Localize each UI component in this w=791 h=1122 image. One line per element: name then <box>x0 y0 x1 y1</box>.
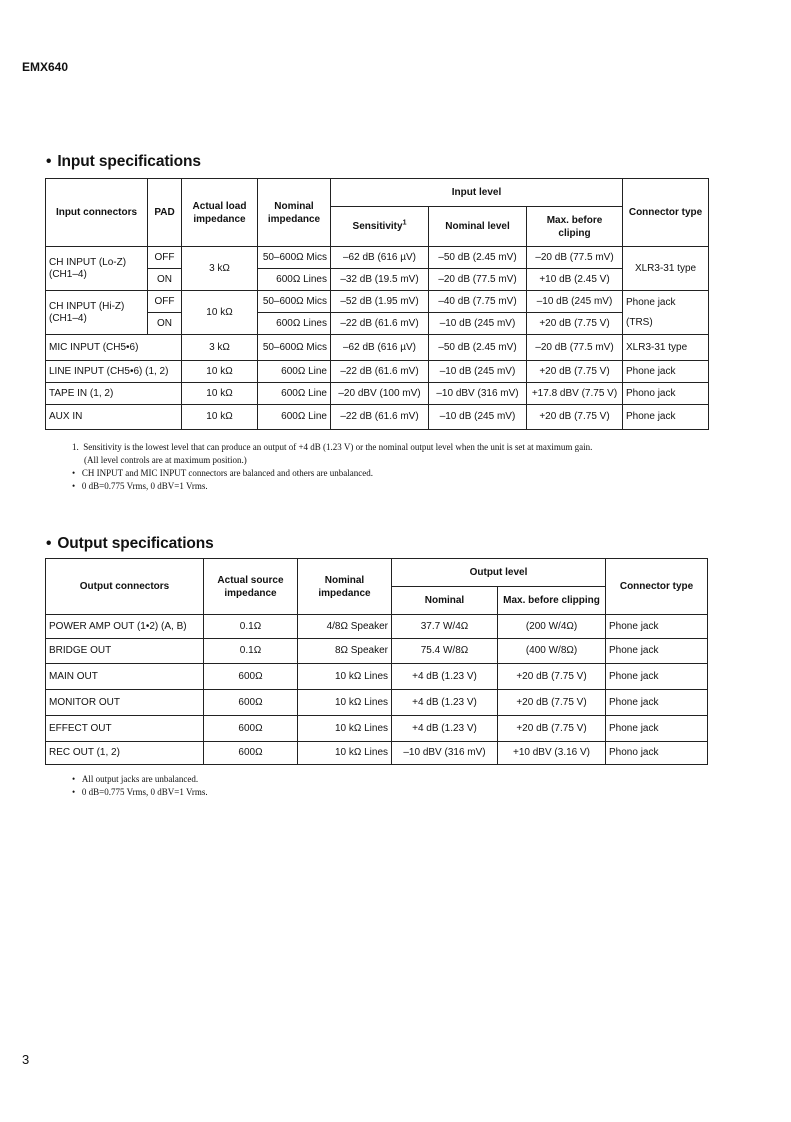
conn-cell: Phone jack <box>606 664 708 690</box>
imp-cell: 10 kΩ Lines <box>298 690 392 716</box>
max-cell: –20 dB (77.5 mV) <box>527 247 623 269</box>
load-cell: 10 kΩ <box>182 361 258 383</box>
max-cell: +20 dB (7.75 V) <box>498 716 606 742</box>
input-section-title <box>46 153 201 171</box>
row-name: TAPE IN (1, 2) <box>46 383 182 405</box>
nom-cell: –40 dB (7.75 mV) <box>429 291 527 313</box>
pad-cell: ON <box>148 313 182 335</box>
nom-cell: +4 dB (1.23 V) <box>392 690 498 716</box>
src-cell: 600Ω <box>204 742 298 765</box>
table-row <box>46 405 709 430</box>
row-name-line1: CH INPUT (Hi-Z) <box>49 300 125 312</box>
conn-cell: Phone jack <box>606 615 708 639</box>
load-cell: 10 kΩ <box>182 383 258 405</box>
output-col-source: Actual source impedance <box>204 559 298 615</box>
pad-cell: OFF <box>148 291 182 313</box>
note-bullet: • 0 dB=0.775 Vrms, 0 dBV=1 Vrms. <box>72 787 208 797</box>
src-cell: 600Ω <box>204 716 298 742</box>
table-row <box>46 361 709 383</box>
imp-cell: 600Ω Line <box>258 383 331 405</box>
input-spec-table <box>45 178 709 430</box>
nom-cell: –50 dB (2.45 mV) <box>429 247 527 269</box>
input-col-input-level: Input level <box>331 179 623 207</box>
src-cell: 0.1Ω <box>204 639 298 664</box>
output-col-output-level: Output level <box>392 559 606 587</box>
note-text: 0 dB=0.775 Vrms, 0 dBV=1 Vrms. <box>81 787 208 797</box>
row-name: LINE INPUT (CH5•6) (1, 2) <box>46 361 182 383</box>
conn-cell: Phone jack <box>606 690 708 716</box>
max-cell: –20 dB (77.5 mV) <box>527 335 623 361</box>
row-name-line2: (CH1–4) <box>49 312 87 324</box>
output-notes <box>72 773 208 799</box>
page-number: 3 <box>22 1052 30 1067</box>
nom-cell: –10 dB (245 mV) <box>429 405 527 430</box>
pad-cell: OFF <box>148 247 182 269</box>
input-col-max-before: Max. before cliping <box>527 207 623 247</box>
row-name: MIC INPUT (CH5•6) <box>46 335 182 361</box>
load-cell: 3 kΩ <box>182 247 258 291</box>
footnote-text-line2: (All level controls are at maximum position.) <box>84 455 247 465</box>
imp-cell: 10 kΩ Lines <box>298 716 392 742</box>
row-name: EFFECT OUT <box>46 716 204 742</box>
row-name: MONITOR OUT <box>46 690 204 716</box>
imp-cell: 50–600Ω Mics <box>258 291 331 313</box>
max-cell: –10 dB (245 mV) <box>527 291 623 313</box>
conn-cell: Phone jack <box>606 639 708 664</box>
conn-line2: (TRS) <box>626 316 653 328</box>
output-col-nominal: Nominal <box>392 587 498 615</box>
output-spec-table <box>45 558 708 765</box>
conn-cell: Phone jack <box>623 361 709 383</box>
nom-cell: –10 dB (245 mV) <box>429 361 527 383</box>
imp-cell: 600Ω Lines <box>258 313 331 335</box>
input-col-pad: PAD <box>148 179 182 247</box>
row-name: AUX IN <box>46 405 182 430</box>
imp-cell: 50–600Ω Mics <box>258 247 331 269</box>
table-row <box>46 742 708 765</box>
row-name: REC OUT (1, 2) <box>46 742 204 765</box>
footnote-1 <box>72 441 592 454</box>
max-cell: +20 dB (7.75 V) <box>498 664 606 690</box>
imp-cell: 8Ω Speaker <box>298 639 392 664</box>
sens-cell: –32 dB (19.5 mV) <box>331 269 429 291</box>
load-cell: 10 kΩ <box>182 291 258 335</box>
note-bullet: • 0 dB=0.775 Vrms, 0 dBV=1 Vrms. <box>72 481 208 491</box>
input-col-nominal-imp: Nominal impedance <box>258 179 331 247</box>
nom-cell: –10 dBV (316 mV) <box>429 383 527 405</box>
sens-cell: –22 dB (61.6 mV) <box>331 405 429 430</box>
footnote-text: Sensitivity is the lowest level that can produce an output of +4 dB (1.23 V) or the nominal output level when the unit is set at maximum gain. <box>83 442 593 452</box>
output-col-connector-type: Connector type <box>606 559 708 615</box>
output-col-nominal-imp: Nominal impedance <box>298 559 392 615</box>
sens-cell: –20 dBV (100 mV) <box>331 383 429 405</box>
table-row <box>46 664 708 690</box>
nom-cell: 37.7 W/4Ω <box>392 615 498 639</box>
imp-cell: 4/8Ω Speaker <box>298 615 392 639</box>
table-row <box>46 247 709 269</box>
input-col-load: Actual load impedance <box>182 179 258 247</box>
nom-cell: +4 dB (1.23 V) <box>392 716 498 742</box>
input-notes <box>72 441 592 493</box>
footnote-marker: 1. <box>72 442 79 452</box>
conn-cell: XLR3-31 type <box>623 247 709 291</box>
max-cell: +10 dB (2.45 V) <box>527 269 623 291</box>
row-name: BRIDGE OUT <box>46 639 204 664</box>
output-col-connectors: Output connectors <box>46 559 204 615</box>
input-col-connectors: Input connectors <box>46 179 148 247</box>
sens-cell: –62 dB (616 µV) <box>331 247 429 269</box>
imp-cell: 10 kΩ Lines <box>298 742 392 765</box>
table-row <box>46 716 708 742</box>
conn-cell: Phono jack <box>623 383 709 405</box>
input-col-nominal-level: Nominal level <box>429 207 527 247</box>
conn-cell: Phone jack <box>606 716 708 742</box>
table-row <box>46 291 709 313</box>
max-cell: +20 dB (7.75 V) <box>527 405 623 430</box>
load-cell: 3 kΩ <box>182 335 258 361</box>
row-name: POWER AMP OUT (1•2) (A, B) <box>46 615 204 639</box>
src-cell: 600Ω <box>204 664 298 690</box>
table-row <box>46 690 708 716</box>
output-title-text: Output specifications <box>57 535 214 552</box>
max-cell: (400 W/8Ω) <box>498 639 606 664</box>
conn-cell: XLR3-31 type <box>623 335 709 361</box>
max-cell: +17.8 dBV (7.75 V) <box>527 383 623 405</box>
row-name-line1: CH INPUT (Lo-Z) <box>49 256 127 268</box>
nom-cell: –10 dBV (316 mV) <box>392 742 498 765</box>
conn-line1: Phone jack <box>626 296 676 308</box>
nom-cell: +4 dB (1.23 V) <box>392 664 498 690</box>
nom-cell: –20 dB (77.5 mV) <box>429 269 527 291</box>
imp-cell: 50–600Ω Mics <box>258 335 331 361</box>
conn-cell: Phone jack <box>623 405 709 430</box>
input-col-sensitivity <box>331 207 429 247</box>
sensitivity-label: Sensitivity <box>352 221 403 232</box>
load-cell: 10 kΩ <box>182 405 258 430</box>
sens-cell: –62 dB (616 µV) <box>331 335 429 361</box>
nom-cell: 75.4 W/8Ω <box>392 639 498 664</box>
model-name: EMX640 <box>22 60 69 74</box>
note-bullet: • CH INPUT and MIC INPUT connectors are balanced and others are unbalanced. <box>72 468 373 478</box>
table-row <box>46 383 709 405</box>
row-name: MAIN OUT <box>46 664 204 690</box>
row-name <box>46 291 148 335</box>
imp-cell: 600Ω Line <box>258 361 331 383</box>
sens-cell: –22 dB (61.6 mV) <box>331 361 429 383</box>
sens-cell: –22 dB (61.6 mV) <box>331 313 429 335</box>
note-text: All output jacks are unbalanced. <box>81 774 199 784</box>
note-bullet: • All output jacks are unbalanced. <box>72 774 199 784</box>
nom-cell: –10 dB (245 mV) <box>429 313 527 335</box>
max-cell: +20 dB (7.75 V) <box>527 361 623 383</box>
input-title-text: Input specifications <box>57 153 201 170</box>
max-cell: +10 dBV (3.16 V) <box>498 742 606 765</box>
imp-cell: 600Ω Line <box>258 405 331 430</box>
imp-cell: 600Ω Lines <box>258 269 331 291</box>
input-col-connector-type: Connector type <box>623 179 709 247</box>
conn-cell: Phono jack <box>606 742 708 765</box>
table-row <box>46 615 708 639</box>
output-col-max-before: Max. before clipping <box>498 587 606 615</box>
bullet-icon: • <box>46 535 52 552</box>
table-row <box>46 639 708 664</box>
src-cell: 600Ω <box>204 690 298 716</box>
note-text: 0 dB=0.775 Vrms, 0 dBV=1 Vrms. <box>81 481 208 491</box>
row-name <box>46 247 148 291</box>
table-row <box>46 335 709 361</box>
output-section-title <box>46 535 214 553</box>
imp-cell: 10 kΩ Lines <box>298 664 392 690</box>
max-cell: +20 dB (7.75 V) <box>527 313 623 335</box>
conn-cell <box>623 291 709 335</box>
note-text: CH INPUT and MIC INPUT connectors are balanced and others are unbalanced. <box>81 468 373 478</box>
src-cell: 0.1Ω <box>204 615 298 639</box>
bullet-icon: • <box>46 153 52 170</box>
max-cell: (200 W/4Ω) <box>498 615 606 639</box>
sensitivity-footnote-ref: 1 <box>402 219 407 227</box>
row-name-line2: (CH1–4) <box>49 268 87 280</box>
pad-cell: ON <box>148 269 182 291</box>
max-cell: +20 dB (7.75 V) <box>498 690 606 716</box>
nom-cell: –50 dB (2.45 mV) <box>429 335 527 361</box>
sens-cell: –52 dB (1.95 mV) <box>331 291 429 313</box>
